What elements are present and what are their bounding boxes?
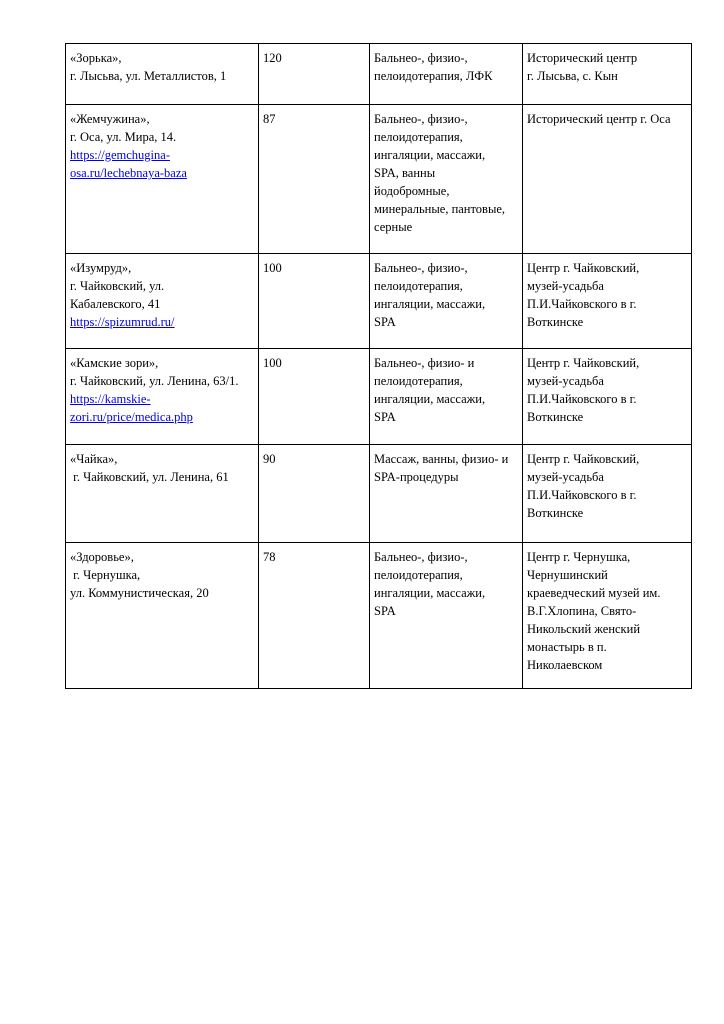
attraction-line: краеведческий музей им. bbox=[527, 586, 661, 600]
capacity-cell bbox=[259, 254, 370, 349]
treatment-cell bbox=[370, 543, 523, 689]
treatment-line: пелоидотерапия, ЛФК bbox=[374, 69, 493, 83]
capacity-value: 120 bbox=[263, 51, 282, 65]
attraction-line: музей-усадьба bbox=[527, 470, 604, 484]
table-row bbox=[66, 543, 692, 689]
name-line: «Жемчужина», bbox=[70, 112, 150, 126]
name-line: «Камские зори», bbox=[70, 356, 159, 370]
website-link[interactable]: https://gemchugina- bbox=[70, 148, 170, 162]
attraction-line: П.И.Чайковского в г. bbox=[527, 392, 637, 406]
treatment-line: SPA bbox=[374, 410, 396, 424]
attraction-cell bbox=[523, 254, 692, 349]
attraction-line: Воткинске bbox=[527, 410, 584, 424]
treatment-cell bbox=[370, 44, 523, 105]
website-link[interactable]: osa.ru/lechebnaya-baza bbox=[70, 166, 187, 180]
address-line: г. Чайковский, ул. Ленина, 61 bbox=[70, 470, 229, 484]
treatment-cell bbox=[370, 105, 523, 254]
treatment-line: Бальнео-, физио-, bbox=[374, 51, 468, 65]
attraction-line: монастырь в п. bbox=[527, 640, 607, 654]
address-line: г. Оса, ул. Мира, 14. bbox=[70, 130, 177, 144]
table-row bbox=[66, 105, 692, 254]
attraction-line: музей-усадьба bbox=[527, 279, 604, 293]
address-line: г. Лысьва, ул. Металлистов, 1 bbox=[70, 69, 227, 83]
treatment-line: ингаляции, массажи, bbox=[374, 586, 486, 600]
attraction-line: Николаевском bbox=[527, 658, 603, 672]
name-line: «Здоровье», bbox=[70, 550, 134, 564]
name-line: «Изумруд», bbox=[70, 261, 132, 275]
attraction-line: музей-усадьба bbox=[527, 374, 604, 388]
attraction-line: Центр г. Чайковский, bbox=[527, 261, 640, 275]
attraction-line: Исторический центр г. Оса bbox=[527, 112, 671, 126]
sanatorium-name-cell bbox=[66, 44, 259, 105]
attraction-line: В.Г.Хлопина, Свято- bbox=[527, 604, 637, 618]
capacity-cell bbox=[259, 105, 370, 254]
treatment-cell bbox=[370, 349, 523, 445]
capacity-cell bbox=[259, 44, 370, 105]
capacity-value: 90 bbox=[263, 452, 276, 466]
sanatorium-name-cell bbox=[66, 105, 259, 254]
sanatorium-table bbox=[65, 43, 692, 689]
attraction-cell bbox=[523, 445, 692, 543]
name-line: «Чайка», bbox=[70, 452, 118, 466]
name-line: «Зорька», bbox=[70, 51, 122, 65]
attraction-line: Чернушинский bbox=[527, 568, 608, 582]
capacity-cell bbox=[259, 445, 370, 543]
treatment-line: ингаляции, массажи, bbox=[374, 297, 486, 311]
attraction-line: Центр г. Чайковский, bbox=[527, 452, 640, 466]
treatment-line: Бальнео-, физио- и bbox=[374, 356, 475, 370]
treatment-line: пелоидотерапия, bbox=[374, 374, 463, 388]
treatment-line: пелоидотерапия, bbox=[374, 130, 463, 144]
attraction-line: Центр г. Чернушка, bbox=[527, 550, 631, 564]
table-row bbox=[66, 254, 692, 349]
treatment-line: ингаляции, массажи, bbox=[374, 148, 486, 162]
table-row bbox=[66, 349, 692, 445]
attraction-line: П.И.Чайковского в г. bbox=[527, 297, 637, 311]
capacity-value: 78 bbox=[263, 550, 276, 564]
sanatorium-name-cell bbox=[66, 543, 259, 689]
sanatorium-name-cell bbox=[66, 254, 259, 349]
address-line: г. Чернушка, bbox=[70, 568, 141, 582]
capacity-value: 100 bbox=[263, 356, 282, 370]
attraction-line: г. Лысьва, с. Кын bbox=[527, 69, 618, 83]
treatment-line: SPA-процедуры bbox=[374, 470, 459, 484]
treatment-line: SPA, ванны bbox=[374, 166, 436, 180]
capacity-value: 87 bbox=[263, 112, 276, 126]
treatment-cell bbox=[370, 254, 523, 349]
treatment-line: SPA bbox=[374, 315, 396, 329]
address-line: ул. Коммунистическая, 20 bbox=[70, 586, 209, 600]
address-line: Кабалевского, 41 bbox=[70, 297, 161, 311]
treatment-line: серные bbox=[374, 220, 413, 234]
attraction-cell bbox=[523, 105, 692, 254]
treatment-line: минеральные, пантовые, bbox=[374, 202, 506, 216]
attraction-cell bbox=[523, 44, 692, 105]
treatment-line: пелоидотерапия, bbox=[374, 568, 463, 582]
address-line: г. Чайковский, ул. bbox=[70, 279, 165, 293]
capacity-cell bbox=[259, 543, 370, 689]
treatment-cell bbox=[370, 445, 523, 543]
website-link[interactable]: https://spizumrud.ru/ bbox=[70, 315, 175, 329]
capacity-cell bbox=[259, 349, 370, 445]
capacity-value: 100 bbox=[263, 261, 282, 275]
attraction-line: Исторический центр bbox=[527, 51, 638, 65]
attraction-line: Никольский женский bbox=[527, 622, 641, 636]
attraction-cell bbox=[523, 543, 692, 689]
treatment-line: пелоидотерапия, bbox=[374, 279, 463, 293]
attraction-line: Центр г. Чайковский, bbox=[527, 356, 640, 370]
attraction-line: Воткинске bbox=[527, 315, 584, 329]
website-link[interactable]: zori.ru/price/medica.php bbox=[70, 410, 193, 424]
table-row bbox=[66, 44, 692, 105]
attraction-line: Воткинске bbox=[527, 506, 584, 520]
sanatorium-name-cell bbox=[66, 349, 259, 445]
treatment-line: SPA bbox=[374, 604, 396, 618]
attraction-line: П.И.Чайковского в г. bbox=[527, 488, 637, 502]
treatment-line: Бальнео-, физио-, bbox=[374, 550, 468, 564]
treatment-line: йодобромные, bbox=[374, 184, 450, 198]
table-row bbox=[66, 445, 692, 543]
treatment-line: Массаж, ванны, физио- и bbox=[374, 452, 509, 466]
treatment-line: Бальнео-, физио-, bbox=[374, 112, 468, 126]
treatment-line: Бальнео-, физио-, bbox=[374, 261, 468, 275]
website-link[interactable]: https://kamskie- bbox=[70, 392, 151, 406]
attraction-cell bbox=[523, 349, 692, 445]
address-line: г. Чайковский, ул. Ленина, 63/1. bbox=[70, 374, 239, 388]
sanatorium-name-cell bbox=[66, 445, 259, 543]
treatment-line: ингаляции, массажи, bbox=[374, 392, 486, 406]
